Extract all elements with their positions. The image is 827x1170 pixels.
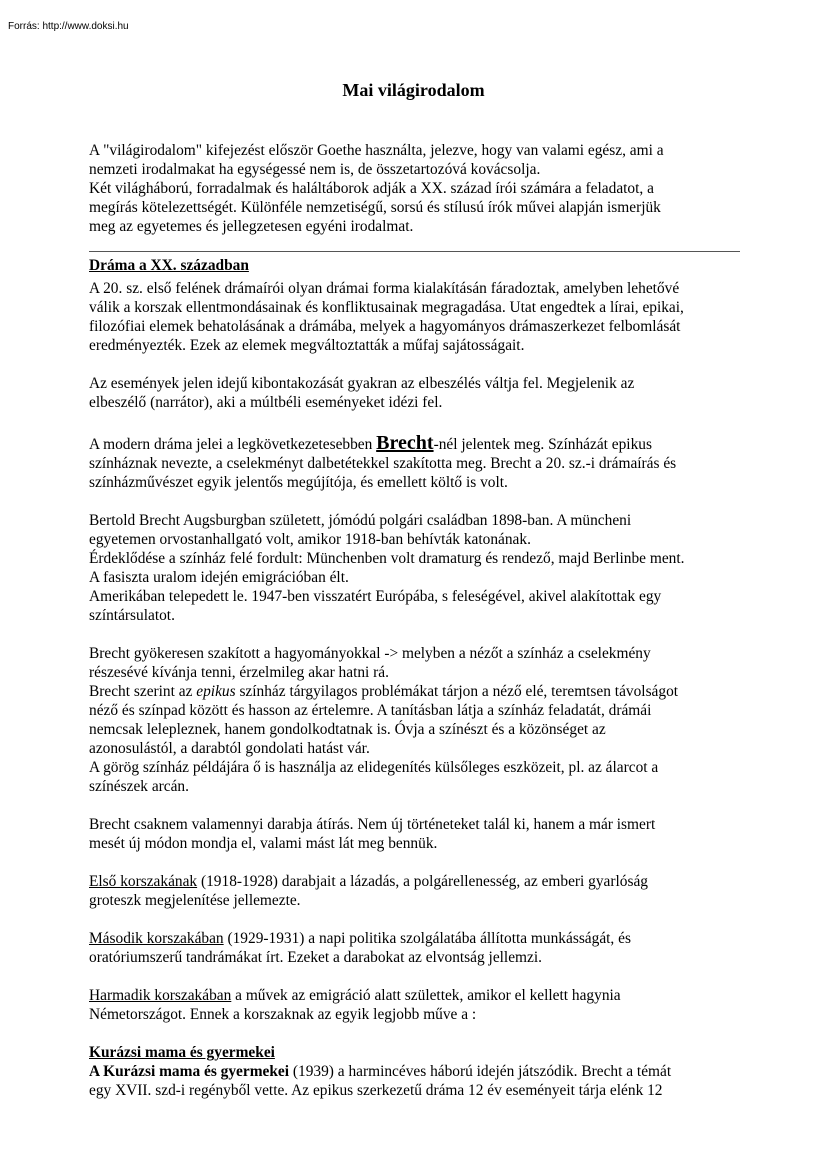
page-title: Mai világirodalom xyxy=(342,80,485,100)
text-run: (1939) a harmincéves háború idején játszódik. Brecht a témát xyxy=(289,1063,672,1080)
intro-line: meg az egyetemes és jellegzetesen egyéni irodalmat. xyxy=(89,218,414,235)
period-two-underlined: Második korszakában xyxy=(89,930,224,947)
text-run: a művek az emigráció alatt születtek, amikor el kellett hagynia xyxy=(231,987,621,1004)
paragraph xyxy=(89,374,739,412)
section-heading-kurazsi: Kurázsi mama és gyermekei xyxy=(89,1044,275,1061)
paragraph xyxy=(89,511,739,625)
paragraph xyxy=(89,279,739,355)
paragraph xyxy=(89,986,739,1024)
text-line: A görög színház példájára ő is használja az elidegenítés külsőleges eszközeit, pl. az álarcot a xyxy=(89,759,659,776)
text-line: Brecht gyökeresen szakított a hagyományokkal -> melyben a nézőt a színház a cselekmény xyxy=(89,645,651,662)
text-line: Bertold Brecht Augsburgban született, jómódú polgári családban 1898-ban. A müncheni xyxy=(89,512,632,529)
text-line: részesévé kívánja tenni, érzelmileg akar hatni rá. xyxy=(89,664,389,681)
italic-term: epikus xyxy=(196,683,236,700)
text-line: színtársulatot. xyxy=(89,607,175,624)
text-line: oratóriumszerű tandrámákat írt. Ezeket a darabokat az elvontság jellemzi. xyxy=(89,949,542,966)
text-line: egy XVII. szd-i regényből vette. Az epikus szerkezetű dráma 12 év eseményeit tárja elénk 12 xyxy=(89,1082,663,1099)
intro-paragraph xyxy=(89,141,739,236)
text-run: A modern dráma jelei a legkövetkezetesebben xyxy=(89,436,377,453)
intro-line: A "világirodalom" kifejezést először Goethe használta, jelezve, hogy van valami egész, ami a xyxy=(89,142,664,159)
paragraph xyxy=(89,1062,739,1100)
text-line: filozófiai elemek behatolásának a drámába, melyek a hagyományos drámaszerkezet felbomlását xyxy=(89,318,681,335)
text-run: (1918-1928) darabjait a lázadás, a polgárellenesség, az emberi gyarlóság xyxy=(197,873,648,890)
text-line: elbeszélő (narrátor), aki a múltbéli eseményeket idézi fel. xyxy=(89,394,443,411)
text-line: színháznak nevezte, a cselekményt dalbetétekkel szakította meg. Brecht a 20. sz.-i drámaírás és xyxy=(89,455,677,472)
text-line: színházművészet egyik jelentős megújítója, és emellett költő is volt. xyxy=(89,474,508,491)
intro-line: megírás kötelezettségét. Különféle nemzetiségű, sorsú és stílusú írók művei alapján ismerjük xyxy=(89,199,661,216)
brecht-highlight: Brecht xyxy=(376,432,434,454)
text-line: groteszk megjelenítése jellemezte. xyxy=(89,892,301,909)
text-line: Németországot. Ennek a korszaknak az egyik legjobb műve a : xyxy=(89,1006,477,1023)
text-line: egyetemen orvostanhallgató volt, amikor 1918-ban behívták katonának. xyxy=(89,531,531,548)
text-run: Brecht szerint az xyxy=(89,683,197,700)
text-line: A 20. sz. első felének drámaírói olyan drámai forma kialakításán fáradoztak, amelyben lehetővé xyxy=(89,280,680,297)
paragraph xyxy=(89,434,739,492)
text-line: néző és színpad között és hasson az értelemre. A tanításban látja a színház feladatát, drámái xyxy=(89,702,652,719)
paragraph xyxy=(89,644,739,796)
text-line: nemcsak lelepleznek, hanem gondolkodtatnak is. Óvja a színészt és a közönséget az xyxy=(89,721,606,738)
intro-line: nemzeti irodalmakat ha egységessé nem is, de összetartozóvá kovácsolja. xyxy=(89,161,541,178)
text-line: eredményezték. Ezek az elemek megváltoztatták a műfaj sajátosságait. xyxy=(89,337,525,354)
period-three-underlined: Harmadik korszakában xyxy=(89,987,232,1004)
document-body xyxy=(89,141,739,1100)
text-line: mesét új módon mondja el, valami mást lát meg bennük. xyxy=(89,835,438,852)
text-run: -nél jelentek meg. Színházát epikus xyxy=(433,436,652,453)
text-line: Amerikában telepedett le. 1947-ben visszatért Európába, s feleségével, akivel alakítottak egy xyxy=(89,588,662,605)
text-line: Brecht csaknem valamennyi darabja átírás. Nem új történeteket talál ki, hanem a már ismert xyxy=(89,816,656,833)
intro-line: Két világháború, forradalmak és haláltáborok adják a XX. század írói számára a feladatot, a xyxy=(89,180,654,197)
work-title-bold: A Kurázsi mama és gyermekei xyxy=(89,1063,290,1080)
text-run: színház tárgyilagos problémákat tárjon a néző elé, teremtsen távolságot xyxy=(235,683,679,700)
text-run: (1929-1931) a napi politika szolgálatába állította munkásságát, és xyxy=(223,930,631,947)
text-line: A fasiszta uralom idején emigrációban élt. xyxy=(89,569,349,586)
text-line: válik a korszak ellentmondásainak és konfliktusainak megragadása. Utat engedtek a lírai, epikai, xyxy=(89,299,684,316)
paragraph xyxy=(89,929,739,967)
text-line: színészek arcán. xyxy=(89,778,189,795)
text-line: Az események jelen idejű kibontakozását gyakran az elbeszélés váltja fel. Megjelenik az xyxy=(89,375,635,392)
text-line: Érdeklődése a színház felé fordult: Münchenben volt dramaturg és rendező, majd Berlinbe ment. xyxy=(89,550,685,567)
section-divider xyxy=(89,251,740,252)
section-heading-drama: Dráma a XX. században xyxy=(89,257,249,274)
paragraph xyxy=(89,872,739,910)
source-note: Forrás: http://www.doksi.hu xyxy=(8,21,129,32)
paragraph xyxy=(89,815,739,853)
period-one-underlined: Első korszakának xyxy=(89,873,198,890)
text-line: azonosulástól, a darabtól gondolati hatást vár. xyxy=(89,740,370,757)
